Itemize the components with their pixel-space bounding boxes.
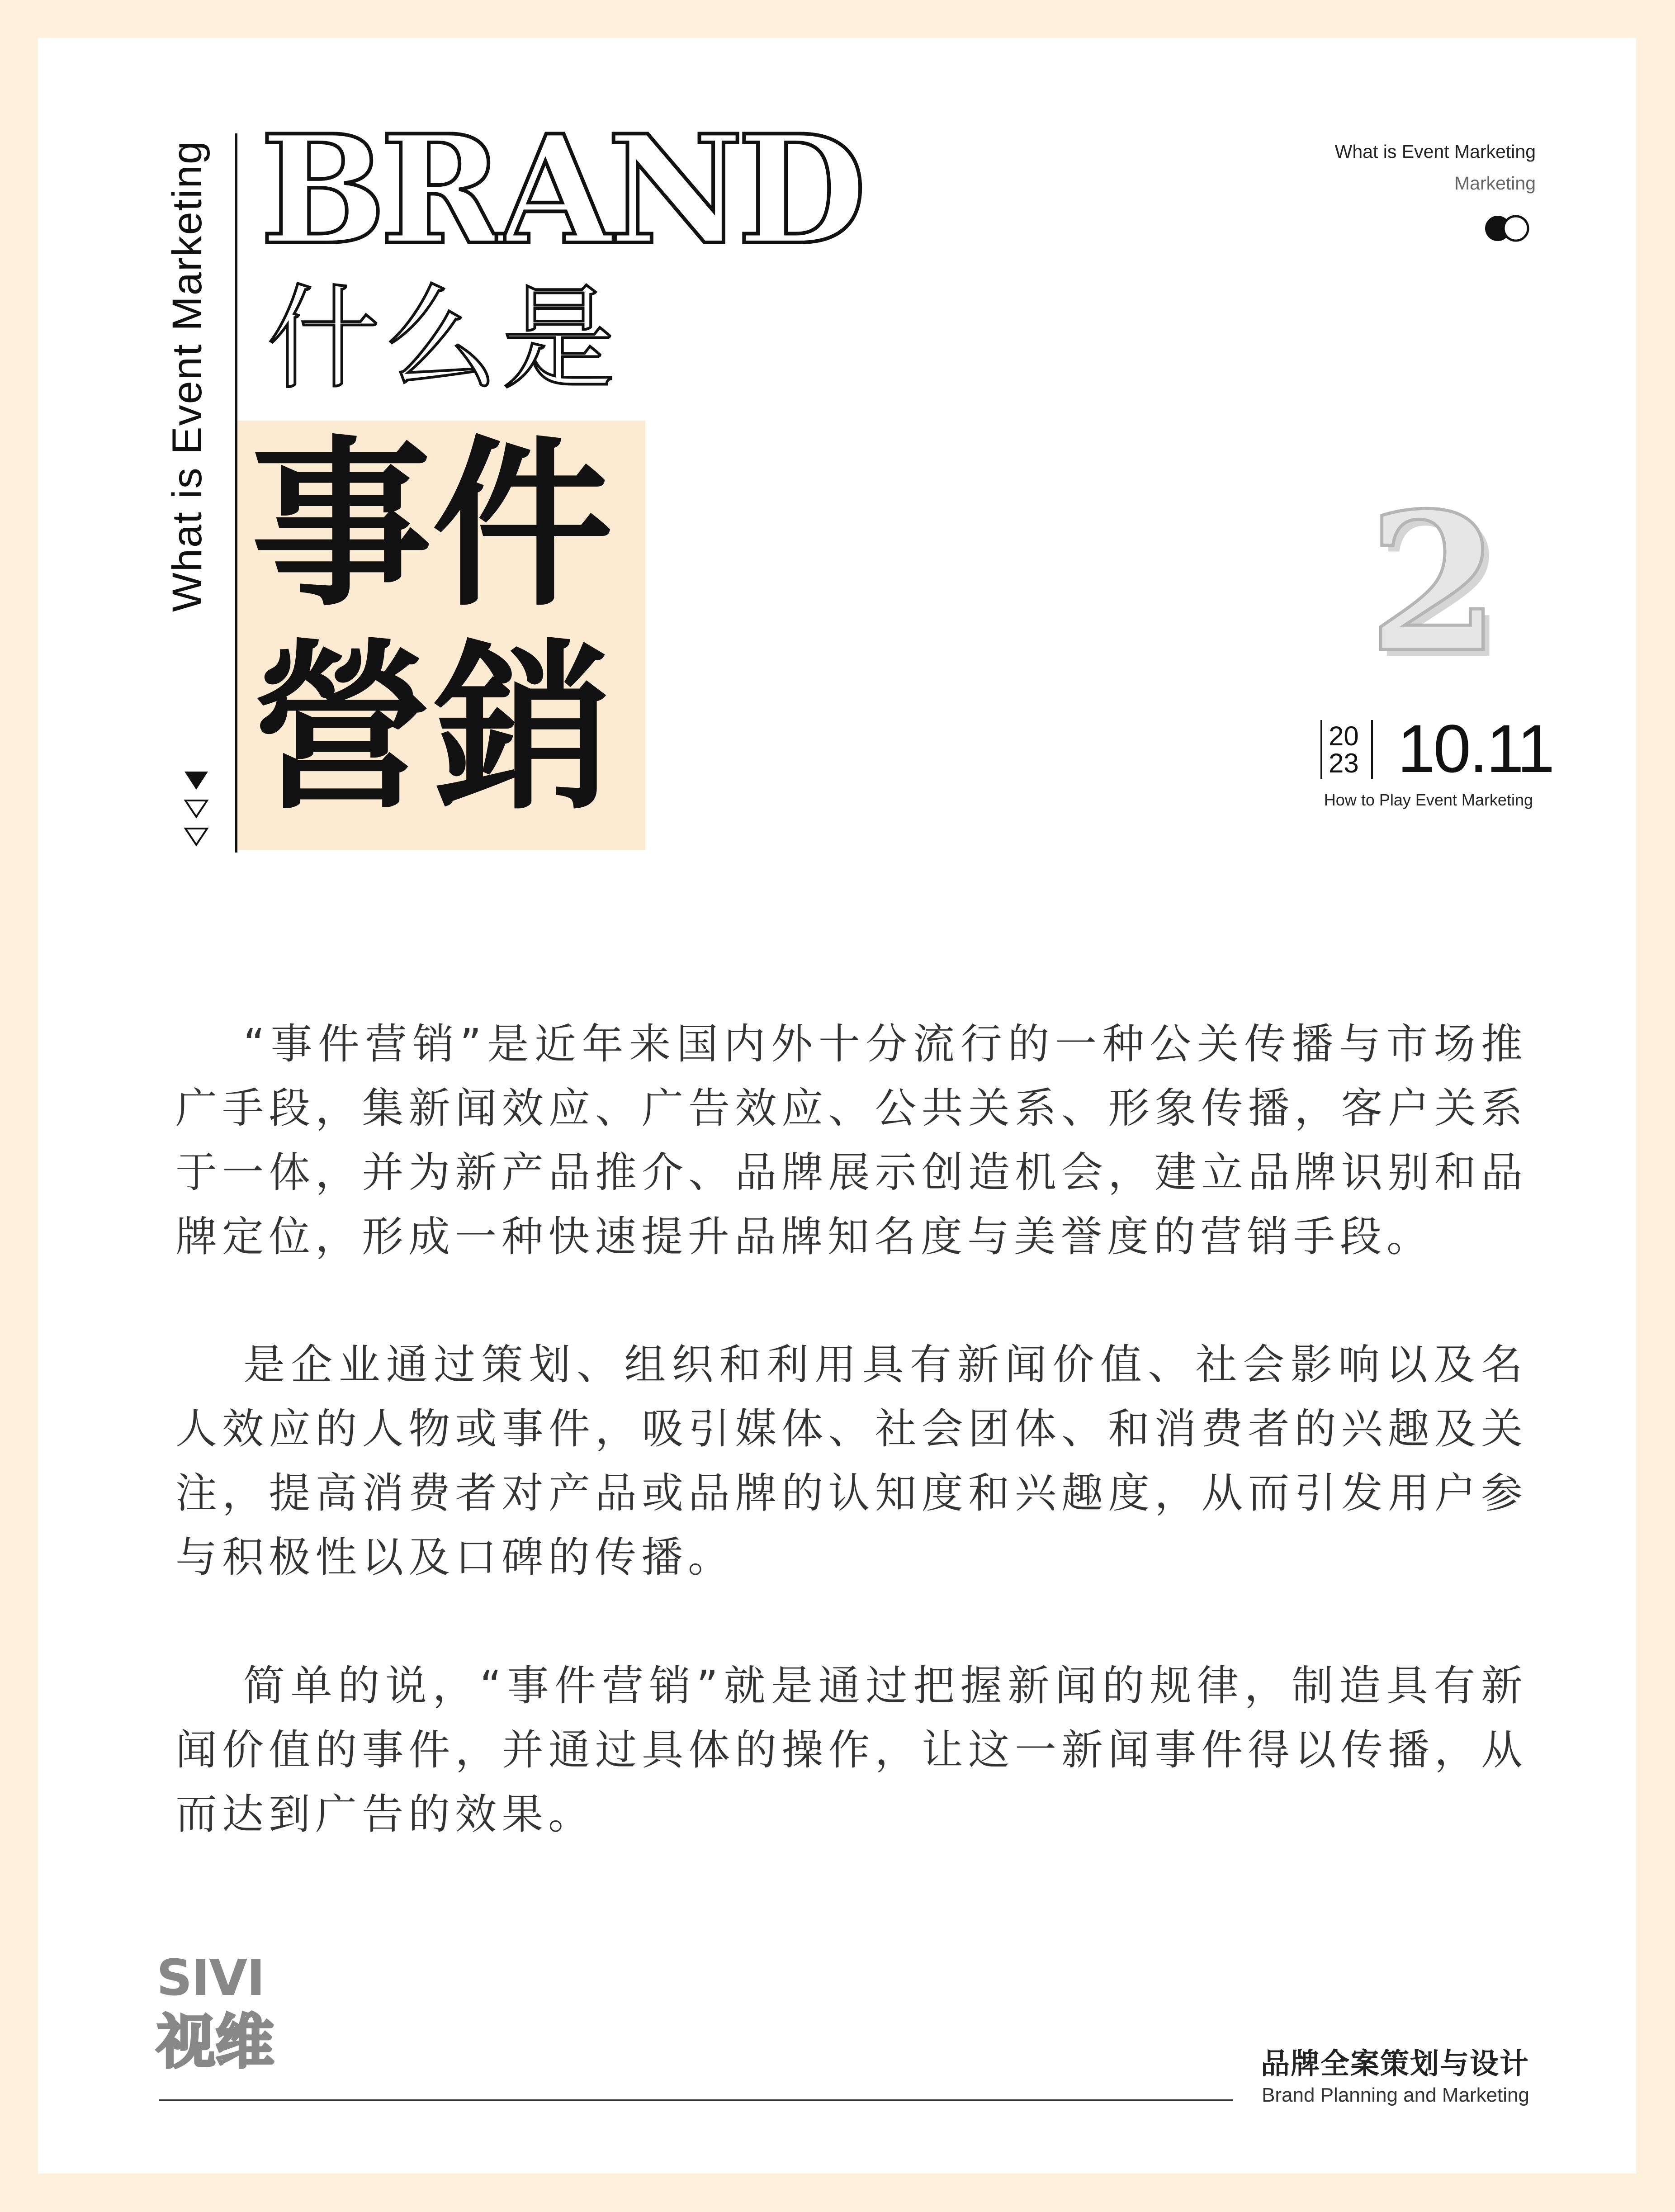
year-bar-right [1371, 720, 1373, 779]
triangle-outline-icon [183, 825, 210, 848]
issue-date: 10.11 [1397, 710, 1553, 786]
body-paragraph-2: 是企业通过策划、组织和利用具有新闻价值、社会影响以及名人效应的人物或事件，吸引媒体、社会团体、和消费者的兴趣及关注，提高消费者对产品或品牌的认知度和兴趣度，从而引发用户参与积极性以及口碑的传播。 [175, 1340, 1528, 1582]
footer-tagline-en: Brand Planning and Marketing [1262, 2084, 1529, 2106]
top-right-sublabel: Marketing [1454, 173, 1536, 194]
toggle-dots-icon [1482, 213, 1532, 244]
body-paragraph-3: 简单的说，“事件营销”就是通过把握新闻的规律，制造具有新闻价值的事件，并通过具体的操作，让这一新闻事件得以传播，从而达到广告的效果。 [175, 1662, 1528, 1838]
issue-subtitle: How to Play Event Marketing [1324, 791, 1533, 809]
vertical-title-text: What is Event Marketing [164, 140, 211, 612]
year-top: 20 [1329, 721, 1359, 751]
triangle-outline-icon [183, 797, 210, 820]
footer-divider [159, 2099, 1233, 2101]
triangle-filled-icon [183, 769, 210, 792]
vertical-title [163, 129, 213, 622]
title-line-1: 事件 [251, 418, 613, 631]
top-right-label: What is Event Marketing [1334, 141, 1536, 162]
logo-en: SIVI [156, 1949, 265, 2007]
year-bar-left [1320, 720, 1322, 779]
footer-tagline-cn: 品牌全案策划与设计 [1261, 2047, 1529, 2080]
logo-cn: 视维 [156, 2008, 274, 2076]
brand-outline-heading: BRAND [260, 102, 861, 278]
issue-number: 2 [1368, 472, 1500, 695]
year-bottom: 23 [1329, 748, 1359, 778]
body-paragraph-1: “事件营销”是近年来国内外十分流行的一种公关传播与市场推广手段，集新闻效应、广告效应、公共关系、形象传播，客户关系于一体，并为新产品推介、品牌展示创造机会，建立品牌识别和品牌定位，形成一种快速提升品牌知名度与美誉度的营销手段。 [175, 1020, 1528, 1261]
what-is-outline-heading: 什么是 [267, 273, 620, 405]
title-line-2: 營銷 [251, 622, 613, 834]
year-block [1320, 720, 1384, 779]
